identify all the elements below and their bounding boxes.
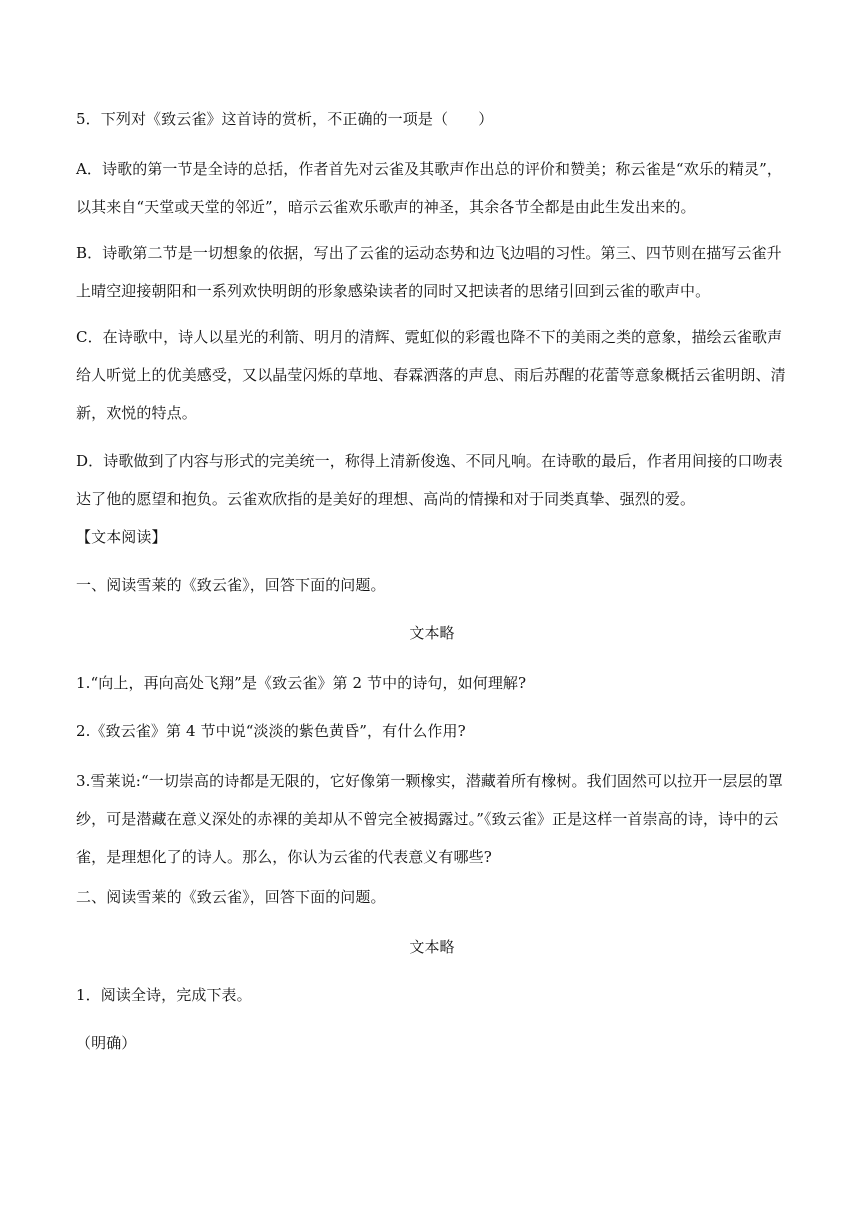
part1-question-2: 2.《致云雀》第 4 节中说“淡淡的紫色黄昏”，有什么作用?: [76, 722, 466, 740]
option-d: D．诗歌做到了内容与形式的完美统一，称得上清新俊逸、不同凡响。在诗歌的最后，作者用间接的口吻表达了他的愿望和抱负。云雀欢欣指的是美好的理想、高尚的情操和对于同类真挚、强烈的爱。: [76, 452, 783, 508]
part1-question-1: 1.“向上，再向高处飞翔”是《致云雀》第 2 节中的诗句，如何理解?: [76, 674, 527, 692]
part1-omitted-text: 文本略: [409, 624, 455, 642]
part1-intro: 一、阅读雪莱的《致云雀》，回答下面的问题。: [76, 576, 386, 594]
part2-intro: 二、阅读雪莱的《致云雀》，回答下面的问题。: [76, 888, 386, 906]
option-c: C．在诗歌中，诗人以星光的利箭、明月的清辉、霓虹似的彩霞也降不下的美雨之类的意象，描绘云雀歌声给人听觉上的优美感受，又以晶莹闪烁的草地、春霖洒落的声息、雨后苏醒的花蕾等意象概括云雀明朗、清新，欢悦的特点。: [76, 328, 786, 422]
part2-omitted-text: 文本略: [409, 938, 455, 956]
part2-note: （明确）: [76, 1034, 137, 1052]
part1-question-3: 3.雪莱说:“一切崇高的诗都是无限的，它好像第一颗橡实，潜藏着所有橡树。我们固然可以拉开一层层的罩纱，可是潜藏在意义深处的赤裸的美却从不曾完全被揭露过。”《致云雀》正是这样一首崇高的诗，诗中的云雀，是理想化了的诗人。那么，你认为云雀的代表意义有哪些?: [76, 772, 783, 866]
part2-question-1: 1．阅读全诗，完成下表。: [76, 986, 252, 1004]
section-heading: 【文本阅读】: [76, 528, 167, 546]
question-5-stem: 5．下列对《致云雀》这首诗的赏析，不正确的一项是（ ）: [76, 110, 494, 128]
option-a: A．诗歌的第一节是全诗的总括，作者首先对云雀及其歌声作出总的评价和赞美；称云雀是“欢乐的精灵”，以其来自“天堂或天堂的邻近”，暗示云雀欢乐歌声的神圣，其余各节全都是由此生发出来的。: [76, 160, 782, 216]
option-b: B．诗歌第二节是一切想象的依据，写出了云雀的运动态势和边飞边唱的习性。第三、四节则在描写云雀升上晴空迎接朝阳和一系列欢快明朗的形象感染读者的同时又把读者的思绪引回到云雀的歌声中。: [76, 244, 782, 300]
